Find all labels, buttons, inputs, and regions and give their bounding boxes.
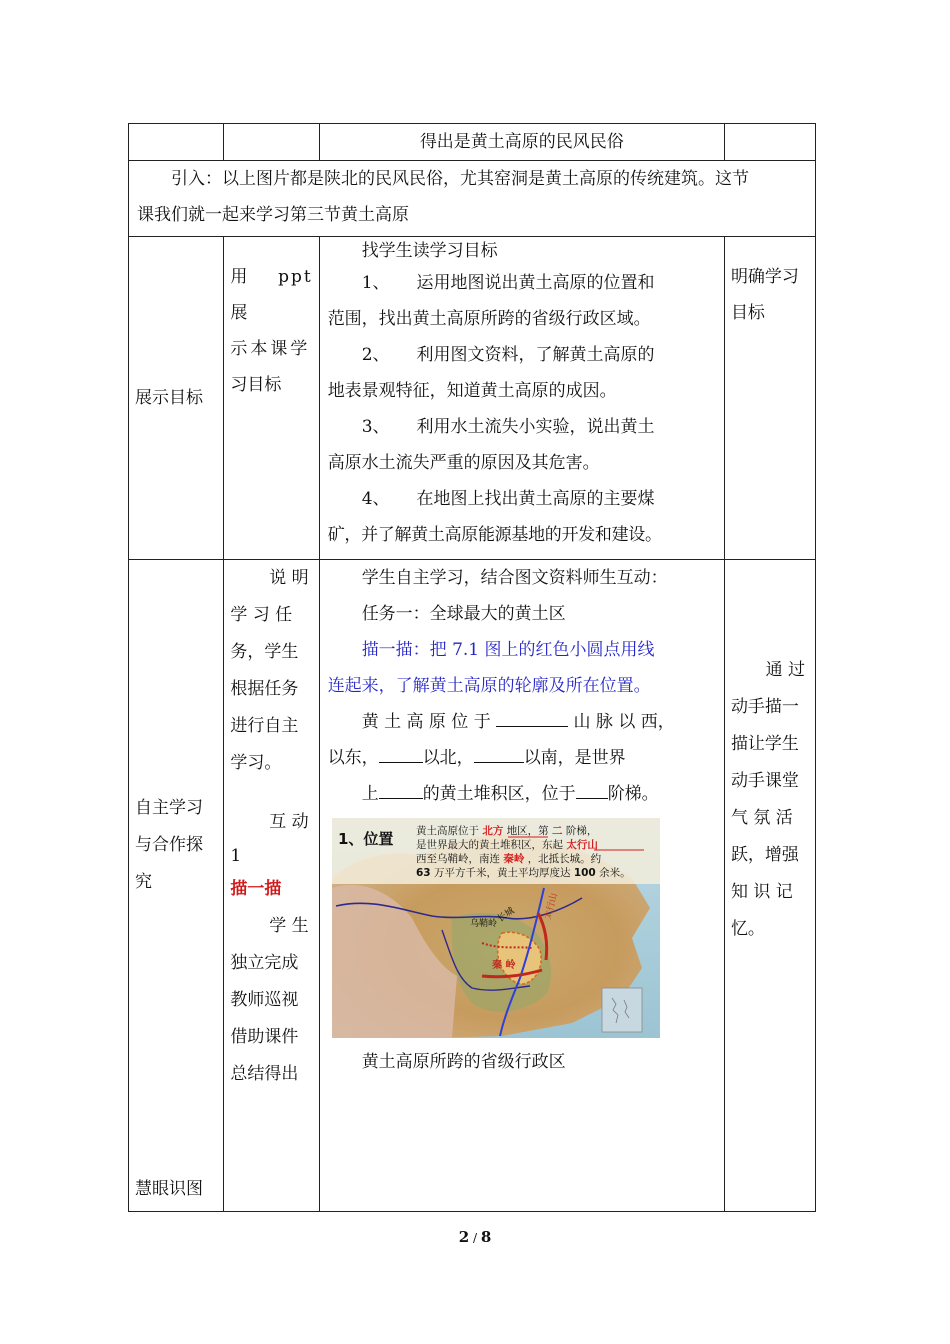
intro-line: 引入：以上图片都是陕北的民风民俗，尤其窑洞是黄土高原的传统建筑。这节 (171, 169, 749, 189)
method-line: 学习。 (230, 753, 282, 773)
inset-map-frame (602, 988, 642, 1032)
table-row (129, 237, 816, 560)
table-cell (724, 124, 815, 161)
trace-instruction: 描一描：把 7.1 图上的红色小圆点用线 (361, 640, 655, 660)
map-answer: 太行山 (566, 839, 598, 851)
map-label-wushaoling: 乌鞘岭 (469, 919, 497, 929)
table-row (129, 124, 816, 161)
page-number: 2 / 8 (458, 1228, 492, 1246)
loess-plateau-map (332, 818, 660, 1038)
intent-cell (724, 237, 815, 560)
trace-instruction: 连起来，了解黄土高原的轮廓及所在位置。 (327, 676, 651, 696)
map-caption-line (416, 824, 597, 837)
stage-label (135, 790, 203, 901)
fill-blank-line (328, 740, 718, 776)
map-answer: 秦岭 (503, 853, 525, 865)
fill-text: 以南，是世界 (523, 748, 626, 768)
map-caption: 黄土高原所跨的省级行政区 (361, 1052, 566, 1072)
map-graphic (332, 818, 660, 1038)
method-cell (224, 237, 319, 560)
stage-label-line: 与合作探 (135, 835, 203, 855)
blank-field[interactable] (496, 708, 568, 727)
intent-line: 忆。 (730, 919, 765, 939)
content-cell (319, 237, 724, 560)
map-caption-line (416, 838, 598, 851)
fill-blank-line (328, 704, 718, 740)
method-line: 示本课学 (230, 339, 311, 359)
lesson-plan-table (128, 123, 816, 1212)
blank-field[interactable] (474, 744, 524, 763)
map-answer: 北方 (482, 825, 504, 837)
goal-number: 2、 (361, 345, 390, 365)
goal-text: 范围，找出黄土高原所跨的省级行政区域。 (327, 309, 651, 329)
table-cell (319, 124, 724, 161)
fill-text: 的黄土堆积区，位于 (422, 784, 576, 804)
fill-text: 以东， (327, 748, 379, 768)
map-label-qinling: 秦 岭 (491, 960, 516, 971)
map-text: 地区，第 (506, 825, 549, 837)
map-heading: 1、位置 (337, 830, 394, 848)
intent-line: 跃，增强 (730, 845, 799, 865)
goals-list (328, 265, 718, 553)
fill-text: 以北， (422, 748, 474, 768)
method-line: 说 明 (269, 568, 309, 588)
stage-label-line: 究 (135, 872, 152, 892)
map-text: 西至乌鞘岭，南连 (415, 853, 500, 865)
goal-number: 1、 (361, 273, 390, 293)
fill-text: 上 (361, 784, 379, 804)
goal-number: 3、 (361, 417, 390, 437)
intent-line: 目标 (730, 303, 765, 323)
goal-text: 利用图文资料，了解黄土高原的 (416, 345, 655, 365)
method-line: 学 习 任 (230, 605, 293, 625)
map-caption-line (416, 866, 631, 879)
intent-line: 通 过 (765, 660, 805, 680)
goal-text: 利用水土流失小实验，说出黄土 (416, 417, 655, 437)
map-number: 63 (415, 867, 431, 879)
table-cell (224, 124, 319, 161)
intent-line: 气 氛 活 (730, 808, 793, 828)
task-title: 任务一：全球最大的黄土区 (361, 604, 566, 624)
method-line: 根据任务 (230, 679, 299, 699)
goal-text: 在地图上找出黄土高原的主要煤 (416, 489, 655, 509)
method-line: 独立完成 (230, 953, 299, 973)
table-cell (129, 124, 224, 161)
map-caption-line (416, 852, 602, 865)
map-label-taihang: 太行山 (542, 892, 560, 921)
fill-blank-line (328, 776, 718, 812)
goal-number: 4、 (361, 489, 390, 509)
intent-line: 动手课堂 (730, 771, 799, 791)
goals-title: 找学生读学习目标 (361, 241, 498, 261)
fill-text: 山 脉 以 西， (573, 712, 675, 732)
blank-field[interactable] (576, 780, 608, 799)
stage-label-bottom: 慧眼识图 (135, 1179, 203, 1199)
fill-text: 黄 土 高 原 位 于 (361, 712, 491, 732)
intent-cell (724, 560, 815, 1212)
table-row (129, 161, 816, 237)
goal-item (328, 337, 718, 373)
stage-label-line: 自主学习 (135, 798, 203, 818)
study-intro: 学生自主学习，结合图文资料师生互动： (361, 568, 668, 588)
goal-text: 矿，并了解黄土高原能源基地的开发和建设。 (327, 525, 662, 545)
goal-text: 地表景观特征，知道黄土高原的成因。 (327, 381, 617, 401)
interact-number: 1 (230, 846, 242, 866)
method-line: 教师巡视 (230, 990, 299, 1010)
method-line: 总结得出 (230, 1064, 299, 1084)
cell-text: 得出是黄土高原的民风民俗 (419, 132, 624, 152)
method-line: 习目标 (230, 375, 282, 395)
page-total: 8 (480, 1228, 492, 1246)
intent-line: 知 识 记 (730, 882, 793, 902)
goal-item (328, 265, 718, 301)
method-line: 学 生 (269, 916, 309, 936)
map-text: 余米。 (598, 867, 631, 879)
map-text: 万平方千米，黄土平均厚度达 (433, 867, 571, 879)
intro-cell (129, 161, 816, 237)
stage-label: 展示目标 (135, 388, 203, 408)
fill-text: 阶梯。 (607, 784, 659, 804)
intro-line: 课我们就一起来学习第三节黄土高原 (137, 205, 409, 225)
intent-line: 动手描一 (730, 697, 799, 717)
intent-line: 描让学生 (730, 734, 799, 754)
goal-text: 高原水土流失严重的原因及其危害。 (327, 453, 600, 473)
method-line: 借助课件 (230, 1027, 299, 1047)
map-label-great-wall: 长城 (495, 905, 517, 925)
stage-label-cell (129, 237, 224, 560)
blank-field[interactable] (379, 744, 423, 763)
stage-label-cell (129, 560, 224, 1212)
goal-item (328, 481, 718, 517)
map-text: 阶梯， (565, 825, 598, 837)
map-text: 黄土高原位于 (415, 825, 479, 837)
map-text: ，北抵长城。约 (527, 853, 601, 865)
page-current: 2 (458, 1228, 470, 1246)
method-line: 进行自主 (230, 716, 299, 736)
interact-label: 互 动 (269, 812, 309, 832)
interact-highlight: 描一描 (230, 879, 282, 899)
method-cell (224, 560, 319, 1212)
method-line: 务，学生 (230, 642, 299, 662)
map-number: 100 (573, 867, 596, 879)
goal-text: 运用地图说出黄土高原的位置和 (416, 273, 655, 293)
method-line: 用 ppt 展 (230, 267, 313, 323)
content-cell (319, 560, 724, 1212)
intent-line: 明确学习 (730, 267, 799, 287)
table-row (129, 560, 816, 1212)
map-text: 是世界最大的黄土堆积区，东起 (415, 839, 563, 851)
map-answer: 二 (551, 825, 563, 837)
goal-item (328, 409, 718, 445)
blank-field[interactable] (379, 780, 423, 799)
